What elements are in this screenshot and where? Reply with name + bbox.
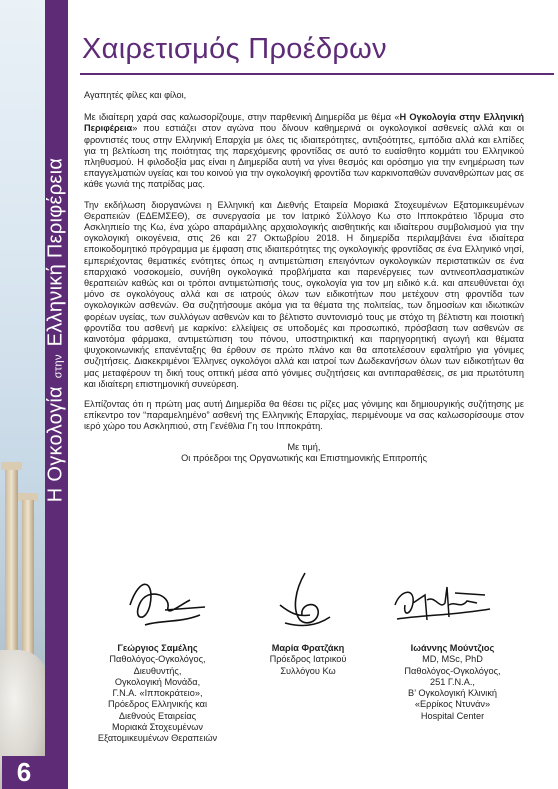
signer-title-line: Hospital Center [420,710,485,721]
signer-title-line: 251 Γ.Ν.Α., [430,676,475,687]
paragraph-intro-rest: » που εστιάζει στον αγώνα που δίνουν καθημερινά οι ογκολογικοί ασθενείς αλλά και οι φροντιστές τους στην Ελληνική Επαρχία με όλες τις ιδιαιτερότητες, αντιξοότητες, εμπόδια αλλά και ελπίδες για τη βελτίωση της ποιότητας της παρεχόμενης φροντίδας σε αυτό το ευαίσθητο κομμάτι του Ελληνικού πληθυσμού. Η φιλοδοξία μας είναι η Διημερίδα αυτή να γίνει θεσμός και ορόσημο για την ενημέρωση των επαγγελματιών υγείας και του κοινού για την ογκολογική φροντίδα των καρκινοπαθών συνανθρώπων μας σε κάθε γωνιά της πατρίδας μας. [84,123,524,190]
signer-title-line: Ογκολογική Μονάδα, [114,676,201,687]
sidebar-vertical-title [45,158,68,503]
signer-title-line: Β’ Ογκολογική Κλινική [407,688,498,699]
signer-name: Γεώργιος Σαμέλης [117,643,198,653]
signer-mountzios [380,643,525,722]
signature-fratzaki [260,565,350,635]
page-title: Χαιρετισμός Προέδρων [82,33,387,65]
paragraph-intro-start: Με ιδιαίτερη χαρά σας καλωσορίζουμε, στην παρθενική Διημερίδα με θέμα « [84,112,400,123]
signer-samelis [80,643,235,745]
ancient-column [22,500,34,660]
signature-mountzios [385,565,500,635]
paragraph-organization: Την εκδήλωση διοργανώνει η Ελληνική και Διεθνής Εταιρεία Μοριακά Στοχευμένων Εξατομικευμένων Θεραπειών (ΕΔΕΜΣΕΘ), σε συνεργασία με τον Ιατρικό Σύλλογο Κω στο Ιπποκράτειο Ίδρυμα στο Ασκληπιείο της Κω, ένα χώρο απαράμιλλης αρχαιολογικής αισθητικής και ιδιαίτερου συμβολισμού για την ογκολογική οικογένεια, στις 26 και 27 Οκτωβρίου 2018. Η διημερίδα περιλαμβάνει ένα ιδιαίτερα εποικοδομητικό πρόγραμμα με έμφαση στις ιδιαιτερότητες της ογκολογικής φροντίδας σε ένα Ελληνικό νησί, εμπεριέχοντας θεματικές ενότητες όπως η αντιμετώπιση επειγόντων ογκολογικών περιστατικών σε ένα επαρχιακό νοσοκομείο, συνήθη ογκολογικά προβλήματα και παρενέργειες των αντινεοπλασματικών θεραπειών καθώς και οι τρόποι αντιμετώπισής τους, ογκολογία για τον μη ειδικό κ.ά. και απευθύνεται όχι μόνο σε ογκολόγους αλλά και σε ιατρούς όλων των ειδικοτήτων που μετέχουν στη φροντίδα των ογκολογικών ασθενών. Θα συζητήσουμε ακόμα για τα θέματα της πολιτείας, των δημοσίων και ιδιωτικών φορέων υγείας, των συλλόγων ασθενών και το βέλτιστο συντονισμό τους με στόχο τη βέλτιστη και ποιοτική φροντίδα του ασθενή με καρκίνο: ελλείψεις σε υποδομές και προσωπικό, πρόσβαση των ασθενών σε καινοτόμα φάρμακα, αντιμετώπιση του πόνου, υποστηρικτική και παρηγορητική αγωγή και θέματα ψυχοκοινωνικής επανένταξης θα έρθουν σε πρώτο πλάνο και θα αποτελέσουν εφαλτήριο για γόνιμες συζητήσεις. Διακεκριμένοι Έλληνες ογκολόγοι αλλά και ιατροί των Δωδεκανήσων όλων των ειδικοτήτων θα μας μεταφέρουν τη δική τους οπτική μέσα από γόνιμες συζητήσεις και αντιπαραθέσεις, σε μια πρωτότυπη και ιδιαίτερη επιστημονική συνεύρεση. [84,199,524,389]
event-theme: Η Ογκολογία στην Ελληνική Περιφέρεια [84,112,524,134]
signer-title-line: MD, MSc, PhD [422,654,483,665]
closing-committee: Οι πρόεδροι της Οργανωτικής και Επιστημονικής Επιτροπής [181,453,427,464]
signer-title-line: Εξατομικευμένων Θεραπειών [97,733,218,744]
signer-name: Μαρία Φρατζάκη [271,643,345,653]
sidebar-photo-strip [0,0,68,789]
sidebar-title-part3: Ελληνική Περιφέρεια [44,157,67,347]
signer-title-line: Παθολόγος-Ογκολόγος, [109,654,206,665]
signer-title-line: Γ.Ν.Α. «Ιπποκράτειο», [112,688,203,699]
paragraph-intro [84,112,524,190]
signer-title-line: Διευθυντής, [133,665,182,676]
signer-title-line: Διεθνούς Εταιρείας [118,710,197,721]
salutation: Αγαπητές φίλες και φίλοι, [84,90,187,100]
signer-title-line: «Ερρίκος Ντυνάν» [414,699,491,710]
signer-name: Ιωάννης Μούντζιος [410,643,495,653]
letter-body [84,90,524,465]
signer-title-line: Μοριακά Στοχευμένων [112,722,203,733]
ancient-column [5,470,18,660]
sidebar-title-part1: Η Ογκολογία [44,386,67,503]
closing-block [84,442,524,465]
title-underline [80,73,554,75]
signer-title-line: Πρόεδρος Ιατρικού [269,654,347,665]
signer-title-line: Συλλόγου Κω [280,665,336,676]
sidebar-title-part2: στην [52,354,65,379]
signature-samelis [110,565,220,635]
paragraph-closing: Ελπίζοντας ότι η πρώτη μας αυτή Διημερίδα θα θέσει τις ρίζες μας γόνιμης και δημιουργικής συζήτησης με επίκεντρο τον “παραμελημένο” ασθενή της Ελληνικής Επαρχίας, περιμένουμε να σας καλωσορίσουμε στον ιερό χώρο του Ασκληπιού, στη Γενέθλια Γη του Ιπποκράτη. [84,399,524,432]
signer-title-line: Πρόεδρος Ελληνικής και [107,699,208,710]
closing-regards: Με τιμή, [287,441,321,452]
page-number: 6 [2,756,46,789]
signer-title-line: Παθολόγος-Ογκολόγος, [404,665,501,676]
column-capital [1,462,22,470]
signer-fratzaki [248,643,368,677]
signatures-area [80,565,550,635]
